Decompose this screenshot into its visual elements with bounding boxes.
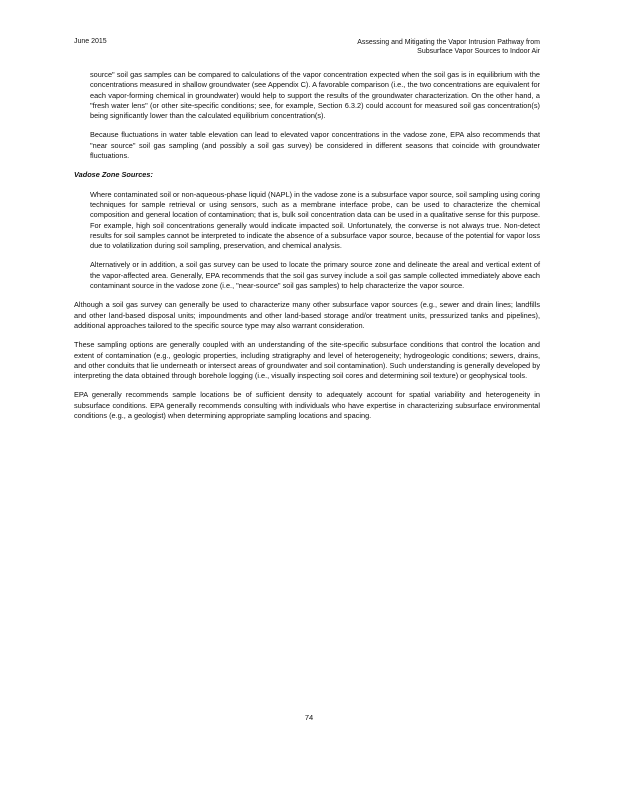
header-date: June 2015 bbox=[74, 38, 107, 45]
paragraph-soil-gas-survey: Alternatively or in addition, a soil gas survey can be used to locate the primary source zone and delineate the areal and vertical extent of the vapor-affected area. Generally, EPA recommends that the soil gas survey include a soil gas sample collected immediately above each contaminant source in the vadose zone (i.e., "near-source" soil gas samples) to help characterize the vapor source. bbox=[90, 260, 540, 291]
paragraph-sample-locations: EPA generally recommends sample locations be of sufficient density to adequately account for spatial variability and heterogeneity in subsurface conditions. EPA generally recommends consulting with individuals who have expertise in characterizing subsurface environmental conditions (e.g., a geologist) when determining appropriate sampling locations and spacing. bbox=[74, 390, 540, 421]
paragraph-source-comparison: source" soil gas samples can be compared to calculations of the vapor concentration expected when the soil gas is in equilibrium with the concentrations measured in shallow groundwater (see Appendix C). A favorable comparison (i.e., the two concentrations are equivalent for each vapor-forming chemical in groundwater) would help to support the results of the groundwater characterization. On the other hand, a "fresh water lens" (or other site-specific conditions; see, for example, Section 6.3.2) could account for measured soil gas concentration(s) being significantly lower than the calculated equilibrium concentration(s). bbox=[90, 70, 540, 121]
paragraph-subsurface-conditions: These sampling options are generally coupled with an understanding of the site-specific subsurface conditions that control the location and extent of contamination (e.g., geologic properties, including stratigraphy and level of heterogeneity; hydrogeologic conditions; sewers, drains, and other conduits that lie underneath or intersect areas of groundwater and soil contamination). Such understanding is generally developed by interpreting the data obtained through borehole logging (i.e., visually inspecting soil cores and determining soil texture) or geophysical tools. bbox=[74, 340, 540, 381]
paragraph-other-sources: Although a soil gas survey can generally be used to characterize many other subsurface vapor sources (e.g., sewer and drain lines; landfills and other land-based disposal units; impoundments and other land-based storage and/or treatment units, pressurized tanks and pipelines), additional approaches tailored to the specific source type may also warrant consideration. bbox=[74, 300, 540, 330]
subheading-vadose-zone: Vadose Zone Sources: bbox=[74, 170, 153, 180]
paragraph-water-table-fluctuation: Because fluctuations in water table elevation can lead to elevated vapor concentrations in the vadose zone, EPA also recommends that "near source" soil gas sampling (and possibly a soil gas survey) be considered in different seasons that coincide with groundwater fluctuations. bbox=[90, 130, 540, 161]
page-body bbox=[74, 70, 540, 430]
running-header bbox=[74, 38, 540, 62]
header-title-line1: Assessing and Mitigating the Vapor Intrusion Pathway from bbox=[357, 39, 540, 46]
header-title-line2: Subsurface Vapor Sources to Indoor Air bbox=[417, 48, 540, 55]
paragraph-vadose-zone-sources: Where contaminated soil or non-aqueous-phase liquid (NAPL) in the vadose zone is a subsurface vapor source, soil sampling using coring techniques for sample retrieval or using sensors, such as a membrane interface probe, can be used to characterize the chemical composition and general location of contamination; that is, bulk soil concentration data can be used in a qualitative sense for this purpose. For example, high soil concentrations generally would indicate impacted soil. Unfortunately, the converse is not always true. Non-detect results for soil samples cannot be interpreted to indicate the absence of a subsurface vapor source, because of the potential for vapor loss due to volatilization during soil sampling, preservation, and chemical analysis. bbox=[90, 189, 540, 251]
page-number: 74 bbox=[304, 713, 314, 722]
header-title bbox=[357, 38, 540, 56]
